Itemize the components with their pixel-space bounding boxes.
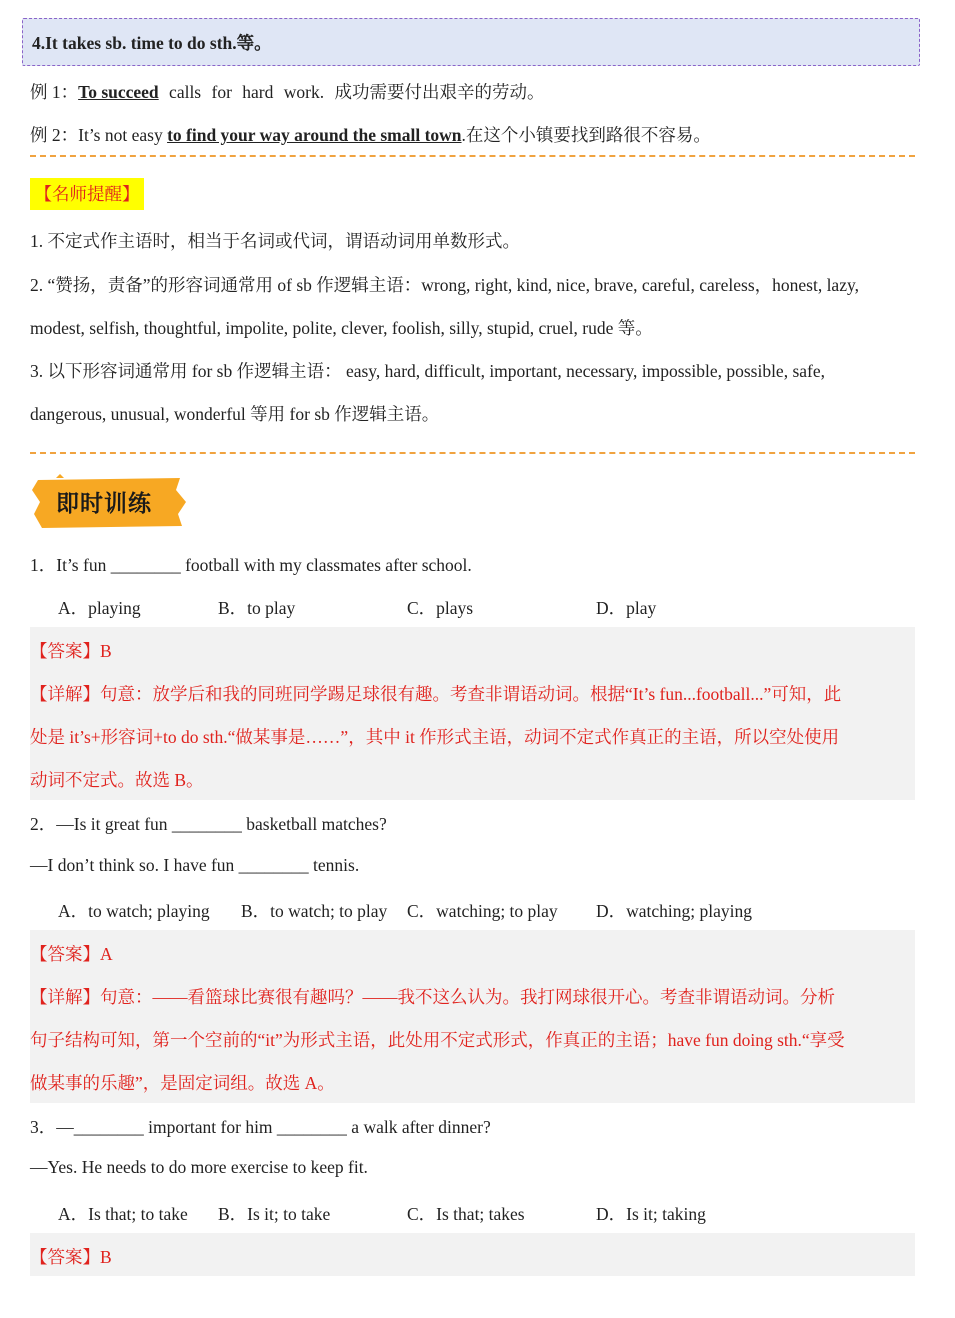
option-d[interactable]: D．play [596, 598, 657, 618]
section-title: 即时训练 [56, 491, 152, 517]
option-a[interactable]: A．playing [58, 598, 141, 618]
tip-paragraph-1: 1. 不定式作主语时，相当于名词或代词，谓语动词用单数形式。 [30, 231, 520, 251]
option-d[interactable]: D．watching; playing [596, 901, 753, 921]
example-1 [30, 79, 544, 104]
option-c[interactable]: C．watching; to play [407, 901, 558, 921]
example-2-underlined: to find your way around the small town [167, 125, 462, 145]
detail-1-line-2: 处是 it’s+形容词+to do sth.“做某事是……”，其中 it 作形式主语，动词不定式作真正的主语，所以空处使用 [30, 727, 840, 747]
question-1-stem: 1．It’s fun ________ football with my classmates after school. [30, 555, 472, 575]
divider [30, 155, 915, 157]
answer-box-3 [30, 1233, 915, 1276]
example-1-text: calls for hard work. 成功需要付出艰辛的劳动。 [158, 82, 545, 102]
example-2-label: 例 2： [30, 125, 79, 145]
example-2 [30, 122, 711, 147]
answer-1: 【答案】B [30, 641, 112, 661]
answer-3: 【答案】B [30, 1247, 112, 1267]
example-1-underlined: To succeed [78, 82, 159, 102]
option-c[interactable]: C．Is that; takes [407, 1204, 525, 1224]
option-b[interactable]: B．to play [218, 598, 296, 618]
tip-paragraph-3-line-2: dangerous, unusual, wonderful 等用 for sb 作逻辑主语。 [30, 404, 440, 424]
question-3-stem: 3．—________ important for him ________ a walk after dinner? [30, 1117, 491, 1137]
option-a[interactable]: A．Is that; to take [58, 1204, 188, 1224]
option-d[interactable]: D．Is it; taking [596, 1204, 706, 1224]
option-a[interactable]: A．to watch; playing [58, 901, 210, 921]
question-3-options [0, 1201, 955, 1225]
tip-paragraph-2-line-1: 2. “赞扬，责备”的形容词通常用 of sb 作逻辑主语：wrong, right, kind, nice, brave, careful, careless，honest, lazy, [30, 275, 859, 295]
option-b[interactable]: B．to watch; to play [241, 901, 388, 921]
answer-2: 【答案】A [30, 944, 113, 964]
section-heading: 4.It takes sb. time to do sth.等。 [22, 18, 920, 66]
example-2-text: .在这个小镇要找到路很不容易。 [461, 125, 711, 145]
question-2-options [0, 898, 955, 922]
detail-1-line-1: 【详解】句意：放学后和我的同班同学踢足球很有趣。考查非谓语动词。根据“It’s fun...football...”可知，此 [30, 684, 842, 704]
question-3-stem-2: —Yes. He needs to do more exercise to keep fit. [30, 1157, 368, 1177]
divider [30, 452, 915, 454]
question-1-options [0, 595, 955, 619]
question-2-stem-2: —I don’t think so. I have fun ________ tennis. [30, 855, 360, 875]
question-2-stem: 2．—Is it great fun ________ basketball matches? [30, 814, 387, 834]
detail-2-line-2: 句子结构可知，第一个空前的“it”为形式主语，此处用不定式形式，作真正的主语；have fun doing sth.“享受 [30, 1030, 845, 1050]
tip-paragraph-2-line-2: modest, selfish, thoughtful, impolite, polite, clever, foolish, silly, stupid, cruel, rude 等。 [30, 318, 653, 338]
detail-2-line-1: 【详解】句意：——看篮球比赛很有趣吗？——我不这么认为。我打网球很开心。考查非谓语动词。分析 [30, 987, 835, 1007]
tip-badge: 【名师提醒】 [30, 178, 144, 210]
detail-1-line-3: 动词不定式。故选 B。 [30, 770, 204, 790]
option-c[interactable]: C．plays [407, 598, 474, 618]
option-b[interactable]: B．Is it; to take [218, 1204, 331, 1224]
example-1-label: 例 1： [30, 82, 79, 102]
detail-2-line-3: 做某事的乐趣”，是固定词组。故选 A。 [30, 1073, 335, 1093]
example-2-pre: It’s not easy [78, 125, 168, 145]
tip-paragraph-3-line-1: 3. 以下形容词通常用 for sb 作逻辑主语： easy, hard, difficult, important, necessary, impossible, possible, safe, [30, 361, 825, 381]
